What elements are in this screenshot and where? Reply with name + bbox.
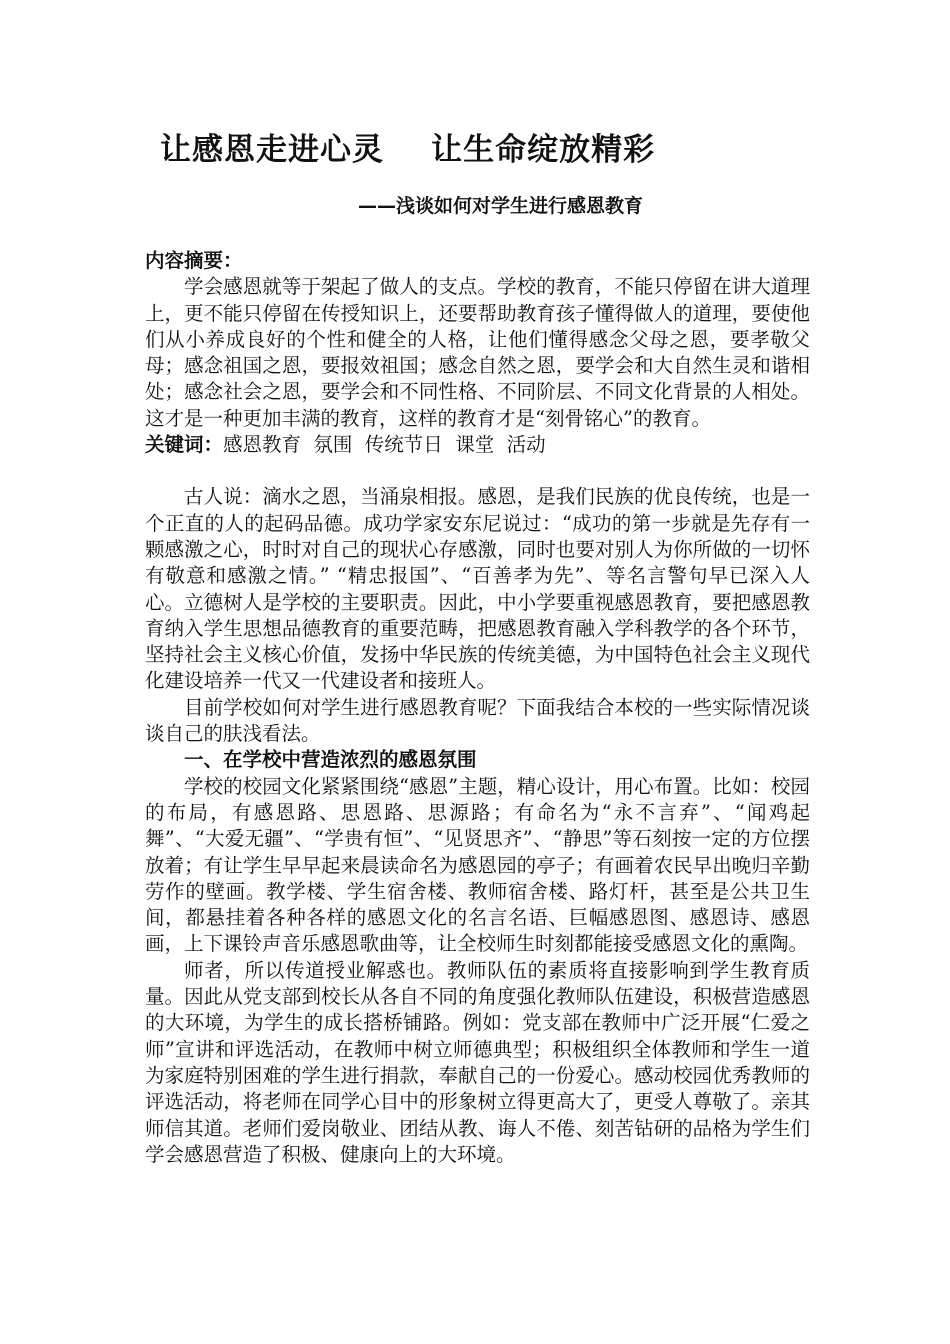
document-body bbox=[145, 248, 810, 1168]
abstract-label: 内容摘要： bbox=[145, 249, 243, 272]
keywords-label: 关键词： bbox=[145, 433, 224, 457]
keywords-text: 感恩教育 氛围 传统节日 课堂 活动 bbox=[223, 433, 546, 457]
body-paragraph-2: 目前学校如何对学生进行感恩教育呢？下面我结合本校的一些实际情况谈谈自己的肤浅看法。 bbox=[145, 695, 810, 746]
abstract-paragraph: 学会感恩就等于架起了做人的支点。学校的教育，不能只停留在讲大道理上，更不能只停留在传授知识上，还要帮助教育孩子懂得做人的道理，要使他们从小养成良好的个性和健全的人格，让他们懂得感念父母之恩，要孝敬父母；感念祖国之恩，要报效祖国；感念自然之恩，要学会和大自然生灵和谐相处；感念社会之恩，要学会和不同性格、不同阶层、不同文化背景的人相处。这才是一种更加丰满的教育，这样的教育才是“刻骨铭心”的教育。 bbox=[145, 275, 810, 430]
body-paragraph-1: 古人说：滴水之恩，当涌泉相报。感恩，是我们民族的优良传统，也是一个正直的人的起码品德。成功学家安东尼说过：“成功的第一步就是先存有一颗感激之心，时时对自己的现状心存感激，同时也要对别人为你所做的一切怀有敬意和感激之情。” “精忠报国”、“百善孝为先”、等名言警句早已深入人心。立德树人是学校的主要职责。因此，中小学要重视感恩教育，要把感恩教育纳入学生思想品德教育的重要范畴，把感恩教育融入学科教学的各个环节，坚持社会主义核心价值，发扬中华民族的传统美德，为中国特色社会主义现代化建设培养一代又一代建设者和接班人。 bbox=[145, 485, 810, 693]
document-subtitle: ——浅谈如何对学生进行感恩教育 bbox=[358, 195, 644, 217]
section-1-paragraph-2: 师者，所以传道授业解惑也。教师队伍的素质将直接影响到学生教育质量。因此从党支部到校长从各自不同的角度强化教师队伍建设，积极营造感恩的大环境，为学生的成长搭桥铺路。例如：党支部在教师中广泛开展“仁爱之师”宣讲和评选活动，在教师中树立师德典型；积极组织全体教师和学生一道为家庭特别困难的学生进行捐款，奉献自己的一份爱心。感动校园优秀教师的评选活动，将老师在同学心目中的形象树立得更高大了，更受人尊敬了。亲其师信其道。老师们爱岗敬业、团结从教、诲人不倦、刻苦钻研的品格为学生们学会感恩营造了积极、健康向上的大环境。 bbox=[145, 958, 810, 1166]
section-spacer bbox=[145, 458, 810, 484]
section-1-heading: 一、在学校中营造浓烈的感恩氛围 bbox=[184, 748, 477, 772]
document-title: 让感恩走进心灵 让生命绽放精彩 bbox=[160, 132, 656, 168]
keywords-line bbox=[145, 432, 810, 458]
section-1-paragraph-1: 学校的校园文化紧紧围绕“感恩”主题，精心设计，用心布置。比如：校园的布局，有感恩路、思恩路、思源路；有命名为“永不言弃”、“闻鸡起舞”、“大爱无疆”、“学贵有恒”、“见贤思齐”、“静思”等石刻按一定的方位摆放着；有让学生早早起来晨读命名为感恩园的亭子；有画着农民早出晚归辛勤劳作的壁画。教学楼、学生宿舍楼、教师宿舍楼、路灯杆，甚至是公共卫生间，都悬挂着各种各样的感恩文化的名言名语、巨幅感恩图、感恩诗、感恩画，上下课铃声音乐感恩歌曲等，让全校师生时刻都能接受感恩文化的熏陶。 bbox=[145, 774, 810, 956]
abstract-label-line bbox=[145, 248, 810, 274]
